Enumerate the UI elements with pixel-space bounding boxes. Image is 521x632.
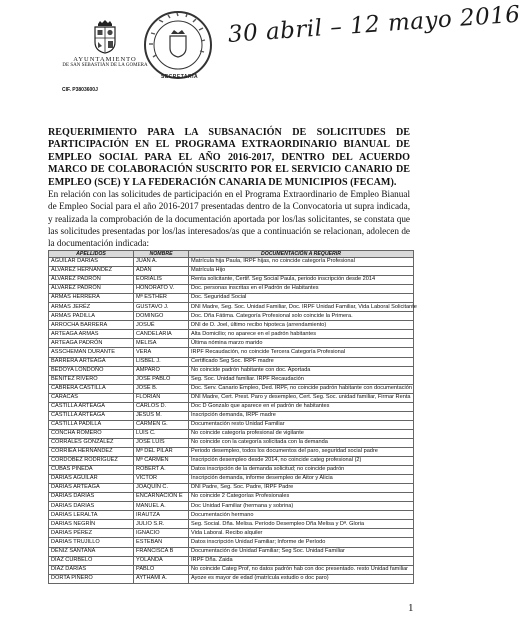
documentation-cell: Doc D Gonzalo que aparece en el padrón de habitantes	[189, 402, 414, 411]
surnames-cell: CONCHA ROMERO	[49, 429, 134, 438]
documentation-cell: Doc. personas inscritas en el Padrón de Habitantes	[189, 285, 414, 294]
municipality-name: AYUNTAMIENTO	[73, 56, 137, 63]
table-row	[49, 411, 414, 420]
documentation-cell: Matrícula Hijo	[189, 267, 414, 276]
documentation-cell: No coincide Categ Prof, no datos padrón hab con doc presentado. resto Unidad familiar	[189, 565, 414, 574]
surnames-cell: BARRERA ARTEAGA	[49, 357, 134, 366]
name-cell: JOSUÉ	[134, 321, 189, 330]
name-cell: JULIO S.R.	[134, 520, 189, 529]
documentation-cell: DNI Padre, Seg. Soc. Padre, IRPF Padre	[189, 484, 414, 493]
surnames-cell: CASTILLA ARTEAGA	[49, 402, 134, 411]
name-cell: Mª ESTHER	[134, 294, 189, 303]
table-row	[49, 565, 414, 574]
name-cell: FLORIAN	[134, 393, 189, 402]
documentation-cell: Última nómina marzo marido	[189, 339, 414, 348]
name-cell: CARLOS D.	[134, 402, 189, 411]
name-cell: MELISA	[134, 339, 189, 348]
documentation-cell: Doc Unidad Familiar (hermana y sobrina)	[189, 502, 414, 511]
documentation-cell: Inscripción demanda, IRPF madre	[189, 411, 414, 420]
documentation-cell: Doc. Dña Fátima. Categoría Profesional solo coincide la Primera.	[189, 312, 414, 321]
page-number: 1	[408, 602, 414, 614]
table-row	[49, 466, 414, 475]
cif-code: CIF. P3803600J	[62, 87, 98, 93]
table-row	[49, 484, 414, 493]
documentation-cell: DNI de D. Joel, último recibo hipoteca (arrendamiento)	[189, 321, 414, 330]
documentation-cell: Vida Laboral. Recibo alquiler	[189, 529, 414, 538]
documentation-cell: Alta Domicilio; no aparece en el padrón habitantes	[189, 330, 414, 339]
table-body	[49, 258, 417, 584]
name-cell: JOAQUÍN C.	[134, 484, 189, 493]
table-row	[49, 493, 414, 502]
surnames-cell: DARIAS DARIAS	[49, 493, 134, 502]
surnames-cell: CASTILLA PADILLA	[49, 420, 134, 429]
name-cell: IGNACIO	[134, 529, 189, 538]
name-cell: Mª CARMEN	[134, 457, 189, 466]
documentation-cell: Ayoze es mayor de edad (matrícula estudio o doc paro)	[189, 574, 414, 583]
surnames-cell: DÉNIZ SANTANA	[49, 547, 134, 556]
name-cell: EORIALIS	[134, 276, 189, 285]
municipality-logo	[62, 20, 148, 68]
documentation-cell: Renta solicitante, Certif. Seg Social Paula, periodo inscripción desde 2014	[189, 276, 414, 285]
name-cell: ENCARNACIÓN E	[134, 493, 189, 502]
table-row	[49, 303, 414, 312]
surnames-cell: ÁLVAREZ PADRÓN	[49, 276, 134, 285]
surnames-cell: CABRERA CASTILLA	[49, 384, 134, 393]
handwritten-date-range: 30 abril – 12 mayo 2016	[227, 1, 521, 48]
municipality-location: DE SAN SEBASTIÁN DE LA GOMERA	[62, 63, 148, 68]
documentation-cell: No coincide padrón habitante con doc. Aportada	[189, 366, 414, 375]
name-cell: Mª DEL PILAR	[134, 447, 189, 456]
header-required-documentation: DOCUMENTACIÓN A REQUERIR	[189, 251, 414, 258]
table-row	[49, 547, 414, 556]
surnames-cell: DARIAS LERALTA	[49, 511, 134, 520]
name-cell: JOSÉ B.	[134, 384, 189, 393]
table-row	[49, 447, 414, 456]
documentation-cell: Doc. Serv. Canario Empleo, Ded. IRPF, no coincide padrón habitante con documentación	[189, 384, 414, 393]
table-row	[49, 312, 414, 321]
applicants-table	[48, 250, 417, 584]
surnames-cell: ARTEAGA PADRÓN	[49, 339, 134, 348]
surnames-cell: BEDOYA LONDOÑO	[49, 366, 134, 375]
documentation-cell: No coincide 2 Categorías Profesionales	[189, 493, 414, 502]
documentation-cell: Documentación resto Unidad Familiar	[189, 420, 414, 429]
surnames-cell: DARIAS AGUILAR	[49, 475, 134, 484]
table-row	[49, 538, 414, 547]
table-row	[49, 294, 414, 303]
name-cell: YOLANDA	[134, 556, 189, 565]
surnames-cell: CORRIEA HERNÁNDEZ	[49, 447, 134, 456]
surnames-cell: ARMAS PADILLA	[49, 312, 134, 321]
surnames-cell: ARTEAGA ARMAS	[49, 330, 134, 339]
name-cell: GUSTAVO J.	[134, 303, 189, 312]
name-cell: ESTEBAN	[134, 538, 189, 547]
name-cell: AYTHAMI A.	[134, 574, 189, 583]
table-row	[49, 520, 414, 529]
surnames-cell: ÁLVAREZ HERNÁNDEZ	[49, 267, 134, 276]
table-row	[49, 393, 414, 402]
header-name: NOMBRE	[134, 251, 189, 258]
table-row	[49, 366, 414, 375]
table-row	[49, 574, 414, 583]
surnames-cell: CORRALES GONZÁLEZ	[49, 438, 134, 447]
table-row	[49, 348, 414, 357]
documentation-cell: Inscripción demanda, informe desempleo de Aitor y Alicia	[189, 475, 414, 484]
surnames-cell: DARIAS NEGRÍN	[49, 520, 134, 529]
surnames-cell: ARMAS JERÉZ	[49, 303, 134, 312]
table-row	[49, 276, 414, 285]
table-header-row	[49, 251, 414, 258]
table-row	[49, 556, 414, 565]
documentation-cell: Certificado Seg Soc. IRPF madre	[189, 357, 414, 366]
documentation-cell: No coincide con la categoría solicitada con la demanda	[189, 438, 414, 447]
intro-paragraph: En relación con las solicitudes de participación en el Programa Extraordinario de Empleo Bianual de Empleo Social para el año 2016-2017 presentadas dentro de la Convocatoria ut supra indicada, y realizada la comprobación de la documentación aportada por los/las solicitantes, se constata que las solicitudes presentadas por los/las interesados/as que a continuación se relacionan, adolecen de la documentación indicada:	[48, 189, 410, 249]
documentation-cell: Matrícula hija Paula, IRPF hijas, no coincide categoría Profesional	[189, 258, 414, 267]
name-cell: AMPARO	[134, 366, 189, 375]
table-row	[49, 384, 414, 393]
name-cell: ADÁN	[134, 267, 189, 276]
surnames-cell: DARIAS DARIAS	[49, 502, 134, 511]
surnames-cell: DARIAS TRUJILLO	[49, 538, 134, 547]
documentation-cell: No coincide categoría profesional de vigilante	[189, 429, 414, 438]
table-row	[49, 529, 414, 538]
surnames-cell: CASTILLA ARTEAGA	[49, 411, 134, 420]
name-cell: HONORATO V.	[134, 285, 189, 294]
surnames-cell: DÍAZ CURBELO	[49, 556, 134, 565]
table-row	[49, 375, 414, 384]
documentation-cell: Inscripción desempleo desde 2014, no coincide categ profesional (2)	[189, 457, 414, 466]
name-cell: MANUEL A.	[134, 502, 189, 511]
documentation-cell: DNI Madre, Seg. Soc. Unidad Familiar, Doc. IRPF Unidad Familiar, Vida Laboral Solicitante	[189, 303, 414, 312]
surnames-cell: DARIAS ARTEAGA	[49, 484, 134, 493]
table-row	[49, 258, 414, 267]
name-cell: IRAUTZA	[134, 511, 189, 520]
table-row	[49, 267, 414, 276]
table-row	[49, 475, 414, 484]
documentation-cell: Seg. Soc. Unidad familiar. IRPF Recaudación	[189, 375, 414, 384]
documentation-cell: Periodo desempleo, todos los documentos del paro, seguridad social padre	[189, 447, 414, 456]
documentation-cell: Documentación hermano	[189, 511, 414, 520]
documentation-cell: Datos inscripción de la demanda solicitud; no coincide padrón	[189, 466, 414, 475]
name-cell: PABLO	[134, 565, 189, 574]
surnames-cell: BENITEZ RIVERO	[49, 375, 134, 384]
name-cell: JOSÉ PABLO	[134, 375, 189, 384]
table-row	[49, 402, 414, 411]
documentation-cell: Documentación de Unidad Familiar; Seg Soc. Unidad Familiar	[189, 547, 414, 556]
name-cell: LUIS C.	[134, 429, 189, 438]
surnames-cell: ASSCHEMAN DURANTE	[49, 348, 134, 357]
official-stamp-icon	[141, 8, 215, 82]
name-cell: JUAN A.	[134, 258, 189, 267]
documentation-cell: IRPF Dña. Zaida	[189, 556, 414, 565]
name-cell: CARMEN G.	[134, 420, 189, 429]
name-cell: CANDELARIA	[134, 330, 189, 339]
surnames-cell: ÁLVAREZ PADRÓN	[49, 285, 134, 294]
surnames-cell: DORTA PIÑERO	[49, 574, 134, 583]
header-surnames: APELLIDOS	[49, 251, 134, 258]
surnames-cell: DÍAZ DARIAS	[49, 565, 134, 574]
coat-of-arms-icon	[92, 20, 118, 54]
surnames-cell: ARROCHA BARRERA	[49, 321, 134, 330]
table-row	[49, 330, 414, 339]
table-row	[49, 285, 414, 294]
document-title: REQUERIMIENTO PARA LA SUBSANACIÓN DE SOLICITUDES DE PARTICIPACIÓN EN EL PROGRAMA EXTRAORDINARIO BIANUAL DE EMPLEO SOCIAL PARA EL AÑO 2016-2017, DENTRO DEL ACUERDO MARCO DE COLABORACIÓN SUSCRITO POR EL SERVICIO CANARIO DE EMPLEO (SCE) Y LA FEDERACIÓN CANARIA DE MUNICIPIOS (FECAM).	[48, 127, 410, 188]
surnames-cell: CUBAS PINEDA	[49, 466, 134, 475]
name-cell: ROBERT A.	[134, 466, 189, 475]
documentation-cell: Seg. Social. Dña. Melisa. Período Desempleo Dña Melisa y Dª. Gloria	[189, 520, 414, 529]
name-cell: JESÚS M.	[134, 411, 189, 420]
surnames-cell: ARMAS HERRERA	[49, 294, 134, 303]
documentation-cell: Doc. Seguridad Social	[189, 294, 414, 303]
surnames-cell: CARACAS	[49, 393, 134, 402]
name-cell: JOSÉ LUIS	[134, 438, 189, 447]
table-row	[49, 429, 414, 438]
name-cell: DOMINGO	[134, 312, 189, 321]
documentation-cell: IRPF Recaudación, no coincide Tercera Categoría Profesional	[189, 348, 414, 357]
table-row	[49, 321, 414, 330]
name-cell: VÍCTOR	[134, 475, 189, 484]
surnames-cell: CORDOBEZ RODRÍGUEZ	[49, 457, 134, 466]
table-row	[49, 420, 414, 429]
surnames-cell: DARIAS PÉREZ	[49, 529, 134, 538]
table-row	[49, 357, 414, 366]
table-row	[49, 502, 414, 511]
stamp-label: SECRETARÍA	[161, 74, 199, 80]
documentation-cell: DNI Madre, Cert. Prest. Paro y desempleo, Cert. Seg. Soc. unidad familiar, Firmar Renta	[189, 393, 414, 402]
name-cell: VERA	[134, 348, 189, 357]
surnames-cell: AGUILAR DARIAS	[49, 258, 134, 267]
table-row	[49, 511, 414, 520]
table-row	[49, 457, 414, 466]
name-cell: FRANCISCA B	[134, 547, 189, 556]
name-cell: LISBEL J.	[134, 357, 189, 366]
table-row	[49, 339, 414, 348]
documentation-cell: Datos inscripción Unidad Familiar; Informe de Período	[189, 538, 414, 547]
table-row	[49, 438, 414, 447]
